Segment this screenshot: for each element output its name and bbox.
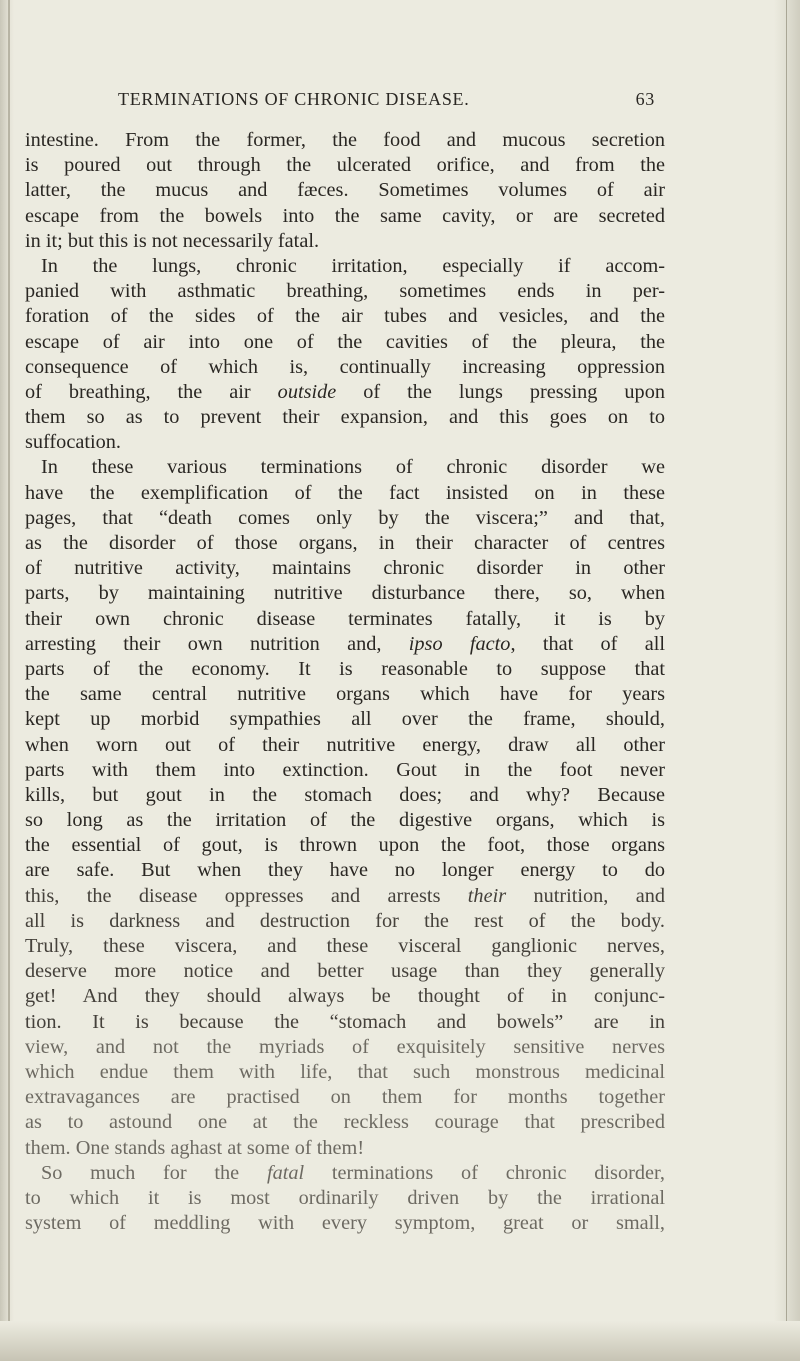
page-number: 63 <box>635 89 655 109</box>
text-line: all is darkness and destruction for the rest of the body. <box>25 909 665 932</box>
text-line: when worn out of their nutritive energy, draw all other <box>25 733 665 756</box>
text-line: their own chronic disease terminates fatally, it is by <box>25 607 665 630</box>
text-line: extravagances are practised on them for months together <box>25 1086 665 1109</box>
text-line: get! And they should always be thought of in conjunc- <box>25 985 665 1008</box>
text-line: parts of the economy. It is reasonable to suppose that <box>25 657 665 680</box>
text-line: latter, the mucus and fæces. Sometimes volumes of air <box>25 179 665 202</box>
text-line: kills, but gout in the stomach does; and why? Because <box>25 783 665 806</box>
italic-phrase: ipso facto <box>408 632 511 655</box>
text-line: of breathing, the air outside of the lungs pressing upon <box>25 380 665 403</box>
text-line: to which it is most ordinarily driven by the irrational <box>25 1186 665 1209</box>
text-line: kept up morbid sympathies all over the frame, should, <box>25 708 665 731</box>
text-line: them. One stands aghast at some of them! <box>25 1136 365 1159</box>
italic-phrase: outside <box>277 380 337 403</box>
text-line: parts, by maintaining nutritive disturbance there, so, when <box>25 582 665 605</box>
text-line: arresting their own nutrition and, ipso facto, that of all <box>25 632 666 655</box>
text-line: which endue them with life, that such monstrous medicinal <box>25 1060 665 1083</box>
text-line: them so as to prevent their expansion, and this goes on to <box>25 406 665 429</box>
text-line: system of meddling with every symptom, great or small, <box>25 1212 665 1235</box>
text-line: deserve more notice and better usage than they generally <box>25 960 665 983</box>
text-line: the essential of gout, is thrown upon the foot, those organs <box>25 834 665 857</box>
italic-phrase: their <box>467 884 507 907</box>
text-line: tion. It is because the “stomach and bowels” are in <box>25 1010 665 1033</box>
text-line: are safe. But when they have no longer energy to do <box>25 859 665 882</box>
text-line: consequence of which is, continually increasing oppression <box>25 355 665 378</box>
italic-phrase: fatal <box>266 1161 305 1184</box>
page-header <box>118 89 655 119</box>
text-line: as the disorder of those organs, in their character of centres <box>25 532 665 554</box>
text-line: in it; but this is not necessarily fatal. <box>25 229 320 252</box>
text-line: view, and not the myriads of exquisitely sensitive nerves <box>25 1035 665 1058</box>
text-line: as to astound one at the reckless courage that prescribed <box>25 1111 665 1134</box>
text-line: foration of the sides of the air tubes and vesicles, and the <box>25 305 665 328</box>
text-line: Truly, these viscera, and these visceral ganglionic nerves, <box>25 935 665 957</box>
running-head: TERMINATIONS OF CHRONIC DISEASE. <box>118 89 470 109</box>
body-text <box>25 128 665 1236</box>
text-line: In these various terminations of chronic disorder we <box>41 456 665 479</box>
text-line: this, the disease oppresses and arrests their nutrition, and <box>25 884 665 907</box>
text-line: of nutritive activity, maintains chronic disorder in other <box>25 557 665 580</box>
text-line: So much for the fatal terminations of chronic disorder, <box>41 1161 665 1184</box>
text-line: suffocation. <box>25 431 121 454</box>
text-line: panied with asthmatic breathing, sometimes ends in per- <box>25 280 665 303</box>
text-line: so long as the irritation of the digestive organs, which is <box>25 809 665 832</box>
text-line: have the exemplification of the fact insisted on in these <box>25 481 665 504</box>
text-line: the same central nutritive organs which have for years <box>25 683 665 706</box>
text-line: In the lungs, chronic irritation, especially if accom- <box>41 254 665 277</box>
text-line: parts with them into extinction. Gout in the foot never <box>25 758 665 781</box>
text-line: is poured out through the ulcerated orifice, and from the <box>25 154 665 177</box>
text-line: escape from the bowels into the same cavity, or are secreted <box>25 204 665 227</box>
text-line: escape of air into one of the cavities of the pleura, the <box>25 330 665 353</box>
text-line: pages, that “death comes only by the viscera;” and that, <box>25 506 665 529</box>
text-line: intestine. From the former, the food and mucous secretion <box>25 129 665 151</box>
